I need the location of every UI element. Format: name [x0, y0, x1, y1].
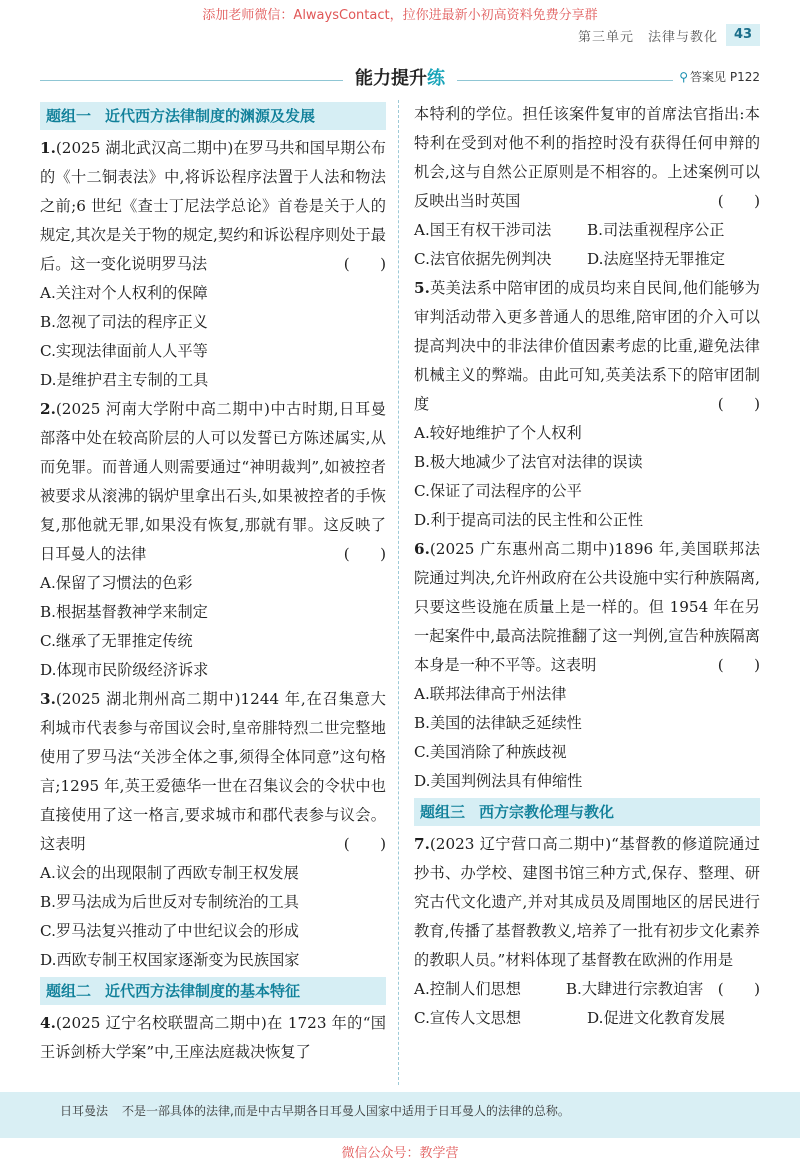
- group-label: 题组三: [420, 803, 466, 821]
- option-a: A.关注对个人权利的保障: [40, 284, 208, 302]
- option-a: A.较好地维护了个人权利: [414, 424, 582, 442]
- answer-reference: [673, 68, 760, 85]
- question-stem: (2025 辽宁名校联盟高二期中)在 1723 年的“国王诉剑桥大学案”中,王座法庭裁决恢复了: [40, 1014, 386, 1061]
- group-title-1: [40, 102, 386, 130]
- section-title: [343, 64, 457, 90]
- question-4-continued: [414, 100, 760, 274]
- bottom-watermark: 微信公众号：教学营: [341, 1146, 459, 1161]
- question-stem: (2025 河南大学附中高二期中)中古时期,日耳曼部落中处在较高阶层的人可以发誓已方陈述属实,从而免罪。而普通人则需要通过“神明裁判”,如被控者被要求从滚沸的锅炉里拿出石头,如果被控者的手恢复,那他就无罪,如果没有恢复,那就有罪。这反映了日耳曼人的法律: [40, 400, 386, 563]
- option-b: B.司法重视程序公正: [587, 221, 725, 239]
- question-number: 1.: [40, 139, 56, 157]
- option-c: C.罗马法复兴推动了中世纪议会的形成: [40, 922, 299, 940]
- page-number: 43: [726, 24, 760, 46]
- footnote-term: 日耳曼法: [60, 1104, 109, 1118]
- option-c: C.保证了司法程序的公平: [414, 482, 582, 500]
- option-row: [414, 245, 760, 274]
- question-stem: 本特利的学位。担任该案件复审的首席法官指出:本特利在受到对他不利的指控时没有获得任何申辩的机会,这与自然公正原则是不相容的。上述案例可以反映出当时英国: [414, 105, 760, 210]
- question-stem: (2025 湖北荆州高二期中)1244 年,在召集意大利城市代表参与帝国议会时,皇帝腓特烈二世完整地使用了罗马法“关涉全体之事,须得全体同意”这句格言;1295 年,英王爱德华一世在召集议会的令状中也直接使用了这一格言,要求城市和郡代表参与议会。这表明: [40, 690, 386, 853]
- question-2: [40, 395, 386, 685]
- option-row: [414, 975, 718, 1004]
- left-column: [40, 100, 386, 1067]
- group-label: 题组二: [46, 982, 92, 1000]
- option-d: D.促进文化教育发展: [587, 1009, 725, 1027]
- group-title-2: [40, 977, 386, 1005]
- section-title-main: 能力提升: [355, 68, 427, 89]
- option-d: D.美国判例法具有伸缩性: [414, 772, 583, 790]
- answer-blank: ( ): [717, 980, 760, 998]
- footnote: [0, 1092, 800, 1138]
- option-d: D.法庭坚持无罪推定: [587, 250, 725, 268]
- option-c: C.宣传人文思想: [414, 1009, 522, 1027]
- question-4-start: [40, 1009, 386, 1067]
- answer-blank: ( ): [343, 255, 386, 273]
- option-b: B.极大地减少了法官对法律的误读: [414, 453, 643, 471]
- option-a: A.保留了习惯法的色彩: [40, 574, 193, 592]
- option-row: [414, 216, 760, 245]
- answer-blank: ( ): [717, 395, 760, 413]
- option-b: B.根据基督教神学来制定: [40, 603, 208, 621]
- option-row: [414, 1004, 760, 1033]
- question-7: [414, 830, 760, 1033]
- answer-blank: ( ): [717, 656, 760, 674]
- group-heading: 西方宗教伦理与教化: [479, 803, 615, 821]
- question-number: 7.: [414, 835, 430, 853]
- section-title-accent: 练: [427, 68, 445, 89]
- option-a: A.控制人们思想: [414, 980, 521, 998]
- question-stem: 英美法系中陪审团的成员均来自民间,他们能够为审判活动带入更多普通人的思维,陪审团的介入可以提高判决中的非法律价值因素考虑的比重,避免法律机械主义的弊端。由此可知,英美法系下的陪审团制度: [414, 279, 760, 413]
- answer-reference-text: 答案见 P122: [690, 70, 760, 84]
- option-c: C.法官依据先例判决: [414, 250, 552, 268]
- question-number: 2.: [40, 400, 56, 418]
- question-1: [40, 134, 386, 395]
- question-number: 4.: [40, 1014, 56, 1032]
- option-d: D.利于提高司法的民主性和公正性: [414, 511, 644, 529]
- answer-blank: ( ): [717, 192, 760, 210]
- answer-blank: ( ): [343, 545, 386, 563]
- option-d: D.西欧专制王权国家逐渐变为民族国家: [40, 951, 300, 969]
- group-label: 题组一: [46, 107, 92, 125]
- option-c: C.美国消除了种族歧视: [414, 743, 567, 761]
- section-headline: [40, 60, 760, 92]
- question-stem: (2023 辽宁营口高二期中)“基督教的修道院通过抄书、办学校、建图书馆三种方式,保存、整理、研究古代文化遗产,并对其成员及周围地区的居民进行教育,传播了基督教教义,培养了一批有初步文化素养的教职人员。”材料体现了基督教在欧洲的作用是: [414, 835, 760, 969]
- option-c: C.实现法律面前人人平等: [40, 342, 208, 360]
- column-divider: [398, 100, 399, 1085]
- option-a: A.国王有权干涉司法: [414, 221, 552, 239]
- question-number: 5.: [414, 279, 430, 297]
- unit-title: 第三单元 法律与教化: [577, 30, 718, 45]
- group-heading: 近代西方法律制度的基本特征: [105, 982, 301, 1000]
- right-column: [414, 100, 760, 1033]
- group-title-3: [414, 798, 760, 826]
- search-icon: ⚲: [679, 70, 689, 84]
- answer-blank: ( ): [343, 835, 386, 853]
- option-b: B.美国的法律缺乏延续性: [414, 714, 582, 732]
- question-5: [414, 274, 760, 535]
- question-3: [40, 685, 386, 975]
- option-b: B.忽视了司法的程序正义: [40, 313, 208, 331]
- option-b: B.罗马法成为后世反对专制统治的工具: [40, 893, 299, 911]
- option-b: B.大肆进行宗教迫害: [565, 980, 704, 998]
- question-number: 6.: [414, 540, 430, 558]
- question-stem: (2025 湖北武汉高二期中)在罗马共和国早期公布的《十二铜表法》中,将诉讼程序法置于人法和物法之前;6 世纪《查士丁尼法学总论》首卷是关于人的规定,其次是关于物的规定,契约和诉讼程序则处于最后。这一变化说明罗马法: [40, 139, 386, 273]
- top-watermark: 添加老师微信：AlwaysContact，拉你进最新小初高资料免费分享群: [202, 8, 598, 23]
- option-a: A.议会的出现限制了西欧专制王权发展: [40, 864, 299, 882]
- option-a: A.联邦法律高于州法律: [414, 685, 567, 703]
- running-head: [0, 22, 800, 48]
- option-d: D.体现市民阶级经济诉求: [40, 661, 209, 679]
- question-stem: (2025 广东惠州高二期中)1896 年,美国联邦法院通过判决,允许州政府在公共设施中实行种族隔离,只要这些设施在质量上是一样的。但 1954 年在另一起案件中,最高法院推翻了这一判例,宣告种族隔离本身是一种不平等。这表明: [414, 540, 760, 674]
- question-6: [414, 535, 760, 796]
- option-d: D.是维护君主专制的工具: [40, 371, 209, 389]
- question-number: 3.: [40, 690, 56, 708]
- group-heading: 近代西方法律制度的渊源及发展: [105, 107, 316, 125]
- option-c: C.继承了无罪推定传统: [40, 632, 193, 650]
- footnote-text: 不是一部具体的法律,而是中古早期各日耳曼人国家中适用于日耳曼人的法律的总称。: [122, 1104, 570, 1118]
